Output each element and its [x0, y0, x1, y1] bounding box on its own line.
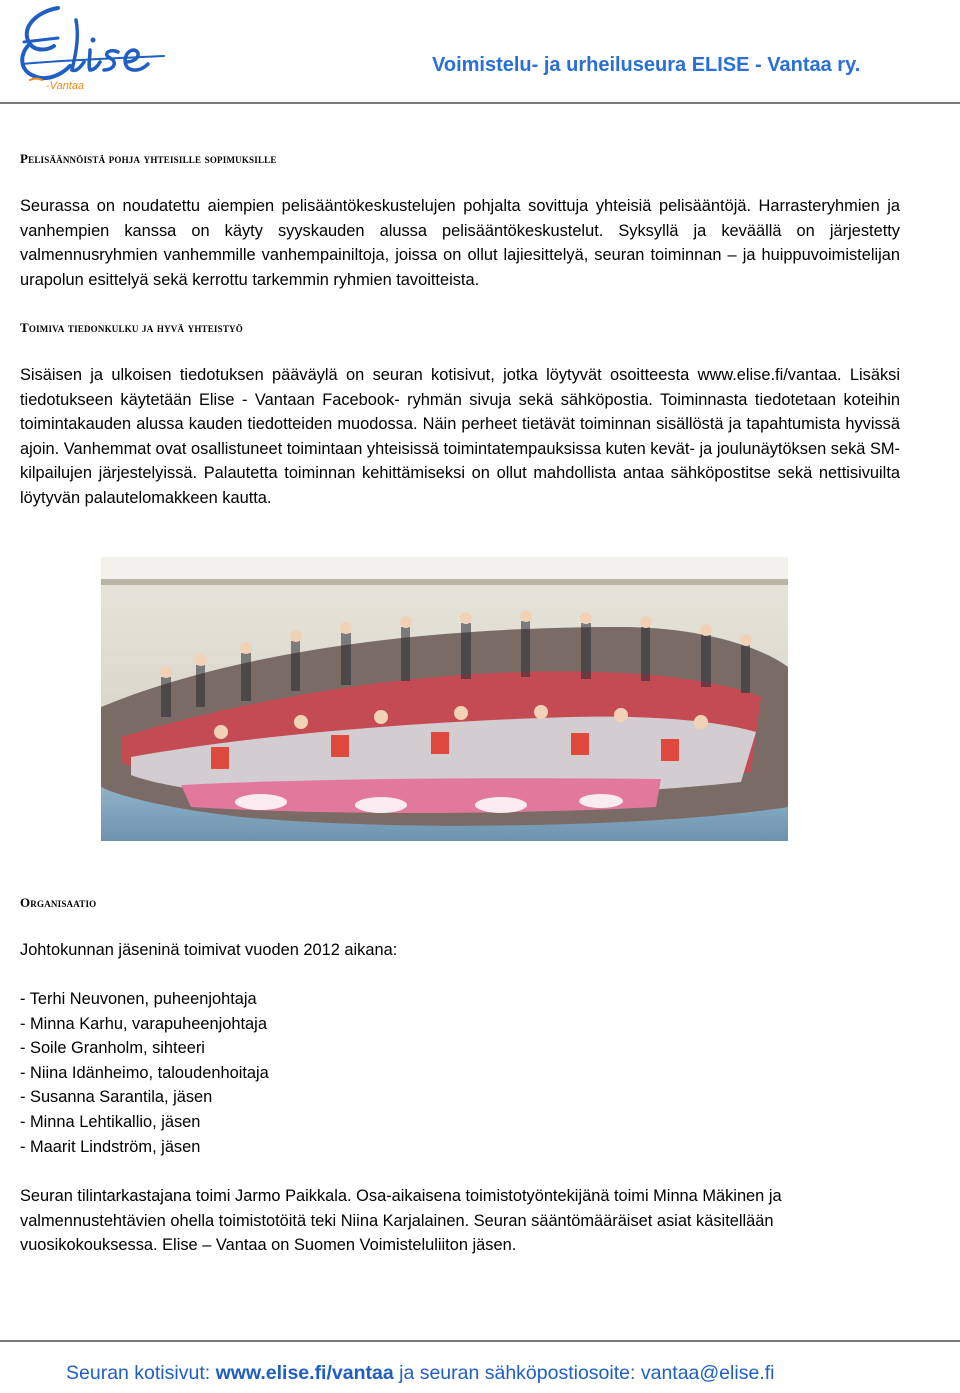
svg-text:-Vantaa: -Vantaa: [46, 80, 85, 92]
list-item: - Susanna Sarantila, jäsen: [20, 1088, 213, 1107]
organization-title: Voimistelu- ja urheiluseura ELISE - Vantaa ry.: [432, 54, 861, 76]
gymnasts-group-photo-image: [101, 557, 788, 841]
communication-heading: Toimiva tiedonkulku ja hyvä yhteistyö: [20, 320, 243, 335]
group-photo: [101, 557, 788, 841]
footer-email-link[interactable]: vantaa@elise.fi: [640, 1362, 775, 1384]
list-item: - Niina Idänheimo, taloudenhoitaja: [20, 1063, 269, 1082]
elise-logo-icon: [14, 0, 174, 96]
elise-logo: [14, 0, 174, 96]
footer-divider: [0, 1340, 960, 1342]
footer-website-label: Seuran kotisivut:: [66, 1362, 216, 1384]
list-item: - Maarit Lindström, jäsen: [20, 1137, 201, 1156]
communication-paragraph: Sisäisen ja ulkoisen tiedotuksen pääväylä on seuran kotisivut, jotka löytyvät osoitteesta www.elise.fi/vantaa. Lisäksi tiedotukseen käytetään Elise - Vantaan Facebook- ryhmän sivuja sekä sähköpostia. Toiminnasta tiedotetaan koteihin toimintakauden alussa kauden tiedotteiden muodossa. Näin perheet tietävät toiminnan sisällöstä ja tapahtumista hyvissä ajoin. Vanhemmat ovat osallistuneet toimintaan yhteisissä toimintatempauksissa kuten kevät- ja joulunäytöksen sekä SM-kilpailujen järjestelyissä. Palautetta toiminnan kehittämiseksi on ollut mahdollista antaa sähköpostitse sekä nettisivuilta löytyvän palautelomakkeen kautta.: [20, 366, 900, 507]
organization-closing-paragraph: Seuran tilintarkastajana toimi Jarmo Paikkala. Osa-aikaisena toimistotyöntekijänä toimi Minna Mäkinen ja valmennustehtävien ohella toimistotöitä teki Niina Karjalainen. Seuran sääntömääräiset asiat käsitellään vuosikokouksessa. Elise – Vantaa on Suomen Voimisteluliiton jäsen.: [20, 1187, 782, 1255]
list-item: - Terhi Neuvonen, puheenjohtaja: [20, 990, 257, 1008]
list-item: - Soile Granholm, sihteeri: [20, 1039, 205, 1058]
footer-email-label: ja seuran sähköpostiosoite:: [393, 1362, 641, 1384]
page-header: [0, 0, 960, 100]
list-item: - Minna Lehtikallio, jäsen: [20, 1112, 201, 1131]
board-members-list: [20, 987, 269, 1159]
header-divider: [0, 102, 960, 104]
footer-website-link[interactable]: www.elise.fi/vantaa: [215, 1362, 394, 1384]
rules-heading: Pelisäännöistä pohja yhteisille sopimuksille: [20, 151, 277, 166]
page-footer: [66, 1362, 774, 1385]
organization-intro: Johtokunnan jäseninä toimivat vuoden 2012 aikana:: [20, 941, 398, 959]
organization-heading: Organisaatio: [20, 895, 97, 910]
rules-paragraph: Seurassa on noudatettu aiempien pelisääntökeskustelujen pohjalta sovittuja yhteisiä pelisääntöjä. Harrasteryhmien ja vanhempien kanssa on käyty syyskauden alussa pelisääntökeskustelut. Syksyllä ja keväällä on järjestetty valmennusryhmien vanhemmille vanhempainiltoja, joissa on ollut lajiesittelyä, seuran toiminnan – ja huippuvoimistelijan urapolun esittelyä sekä kerrottu tarkemmin ryhmien tavoitteista.: [20, 197, 900, 289]
list-item: - Minna Karhu, varapuheenjohtaja: [20, 1014, 267, 1033]
